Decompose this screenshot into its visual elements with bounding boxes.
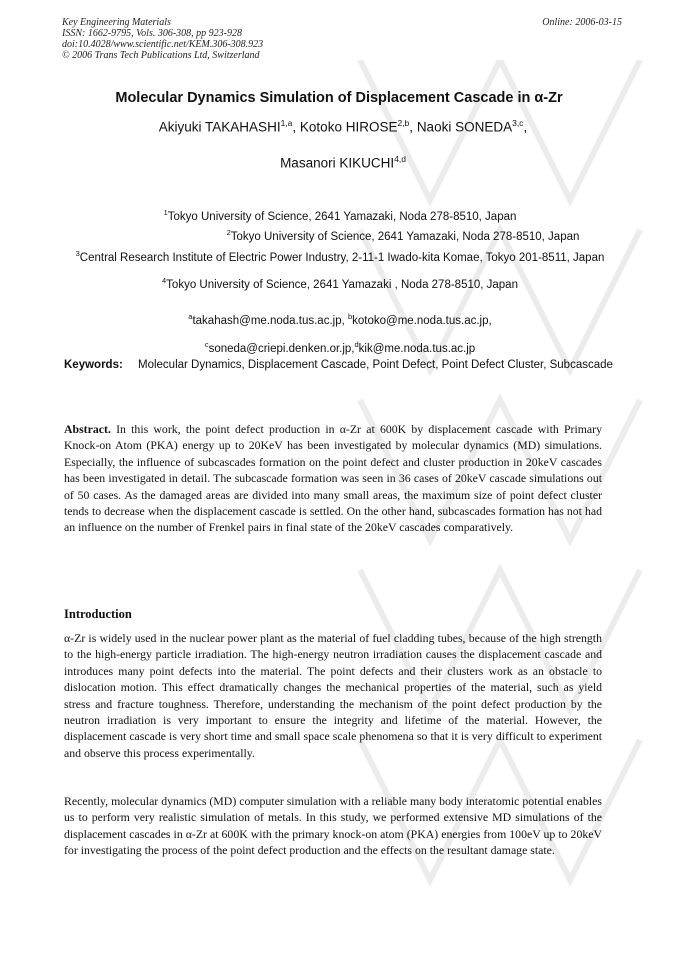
affiliation: $^1$Tokyo University of Science, 2641 Yamazaki, Noda 278-8510, Japan: [163, 208, 517, 223]
author-line-2: Masanori KIKUCHI$^{4,d}$: [280, 154, 406, 171]
paper-title: Molecular Dynamics Simulation of Displacement Cascade in α-Zr: [115, 90, 563, 106]
author-line-1: Akiyuki TAKAHASHI$^{1,a}$, Kotoko HIROSE$^{2,b}$, Naoki SONEDA$^{3,c}$,: [158, 118, 528, 135]
section-heading-introduction: Introduction: [64, 607, 132, 621]
abstract: [64, 421, 602, 536]
keywords-list: Molecular Dynamics, Displacement Cascade, Point Defect, Point Defect Cluster, Subcascade: [138, 359, 613, 371]
email-line: $^c$soneda@criepi.denken.or.jp,$^d$kik@me.noda.tus.ac.jp: [204, 339, 476, 355]
author-name: Naoki SONEDA: [416, 119, 513, 135]
affiliations: [60, 205, 620, 293]
email-address[interactable]: kik@me.noda.tus.ac.jp: [358, 342, 476, 355]
journal-name: Key Engineering Materials: [62, 17, 171, 28]
email-address[interactable]: soneda@criepi.denken.or.jp,: [208, 342, 355, 355]
author-name: Masanori KIKUCHI: [280, 155, 395, 171]
email-address[interactable]: kotoko@me.noda.tus.ac.jp,: [352, 314, 492, 327]
email-line: $^a$takahash@me.noda.tus.ac.jp, $^b$kotoko@me.noda.tus.ac.jp,: [188, 312, 492, 327]
affiliation: $^3$Central Research Institute of Electric Power Industry, 2-11-1 Iwado-kita Komae, Tokyo 201-8511, Japan: [75, 248, 605, 264]
keywords-block: [64, 353, 619, 378]
keywords-label: Keywords:: [64, 359, 123, 371]
journal-header: [62, 17, 622, 61]
abstract-text: In this work, the point defect production in α-Zr at 600K by displacement cascade with Primary Knock-on Atom (PKA) energy up to 20KeV has been investigated by molecular dynamics (MD) simulations. Especially, the influence of subcascades formation on the point defect and cluster production in 20keV cascades has been investigated in detail. The subcascade formation was seen in 36 cases of 20keV cascade simulations out of 50 cases. As the damaged areas are divided into many small areas, the maximum size of point defect cluster tends to decrease when the displacement cascade is settled. On the other hand, subcascades formation has not had an influence on the number of Frenkel pairs in final state of the 20keV cascades comparatively.: [64, 422, 602, 535]
journal-doi: doi:10.4028/www.scientific.net/KEM.306-308.923: [62, 39, 264, 50]
affiliation: $^4$Tokyo University of Science, 2641 Yamazaki , Noda 278-8510, Japan: [162, 275, 518, 291]
journal-copyright: © 2006 Trans Tech Publications Ltd, Switzerland: [62, 50, 260, 61]
abstract-label: Abstract.: [64, 422, 111, 436]
online-date: Online: 2006-03-15: [542, 17, 622, 28]
affiliation: $^2$Tokyo University of Science, 2641 Yamazaki, Noda 278-8510, Japan: [226, 228, 580, 244]
paragraph: α-Zr is widely used in the nuclear power plant as the material of fuel cladding tubes, because of the high strength to the high-energy particle irradiation. The high-energy neutron irradiation causes the displacement cascade and introduces many point defects into the material. The point defects and their clusters work as an obstacle to dislocation motion. This effect dramatically changes the mechanical properties of the material, such as yield stress and fracture toughness. Therefore, understanding the mechanism of the point defect production by the neutron irradiation is very important to ensure the integrity and lifetime of the material. However, the displacement cascade is very short time and small space scale phenomena so that it is very difficult to experiment and observe this process experimentally.: [64, 631, 602, 760]
author-name: Kotoko HIROSE: [299, 119, 398, 135]
alpha-symbol: α: [534, 90, 544, 106]
journal-issn: ISSN: 1662-9795, Vols. 306-308, pp 923-928: [62, 28, 242, 39]
author-name: Akiyuki TAKAHASHI: [158, 119, 281, 135]
paragraph: Recently, molecular dynamics (MD) computer simulation with a reliable many body interatomic potential enables us to perform very realistic simulation of metals. In this study, we performed extensive MD simulations of the displacement cascades in α-Zr at 600K with the primary knock-on atom (PKA) energies from 100eV up to 20keV for investigating the process of the point defect production and the effects on the resultant damage state.: [64, 794, 602, 858]
email-address[interactable]: takahash@me.noda.tus.ac.jp: [192, 314, 342, 327]
